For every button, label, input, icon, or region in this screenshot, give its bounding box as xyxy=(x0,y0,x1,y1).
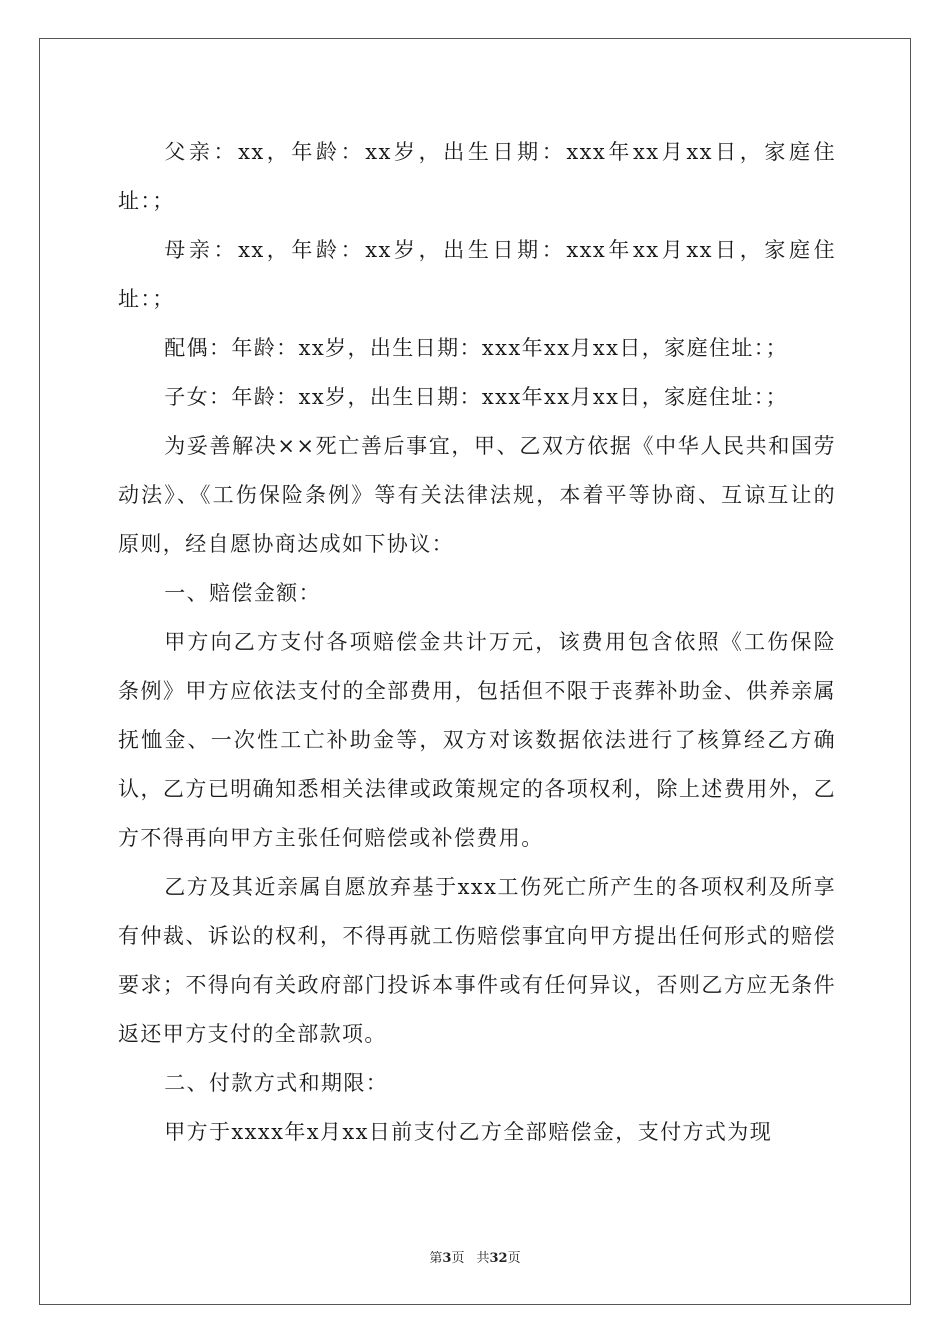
document-body xyxy=(118,128,836,1157)
paragraph-mother: 母亲：xx，年龄：xx岁，出生日期：xxx年xx月xx日，家庭住址：； xyxy=(118,238,836,311)
paragraph-payment-terms: 甲方于xxxx年x月xx日前支付乙方全部赔偿金，支付方式为现 xyxy=(164,1120,773,1144)
paragraph-preamble: 为妥善解决××死亡善后事宜，甲、乙双方依据《中华人民共和国劳动法》、《工伤保险条例》等有关法律法规，本着平等协商、互谅互让的原则，经自愿协商达成如下协议： xyxy=(118,434,836,556)
paragraph-spouse: 配偶：年龄：xx岁，出生日期：xxx年xx月xx日，家庭住址：； xyxy=(164,336,789,360)
page-number: 第3页 xyxy=(429,1251,465,1266)
paragraph-father: 父亲：xx，年龄：xx岁，出生日期：xxx年xx月xx日，家庭住址：； xyxy=(118,140,836,213)
paragraph-waiver: 乙方及其近亲属自愿放弃基于xxx工伤死亡所产生的各项权利及所享有仲裁、诉讼的权利，不得再就工伤赔偿事宜向甲方提出任何形式的赔偿要求；不得向有关政府部门投诉本事件或有任何异议，否则乙方应无条件返还甲方支付的全部款项。 xyxy=(118,875,836,1046)
page-total: 共32页 xyxy=(476,1251,521,1266)
page-footer xyxy=(0,1247,950,1266)
paragraph-children: 子女：年龄：xx岁，出生日期：xxx年xx月xx日，家庭住址：； xyxy=(164,385,789,409)
section-heading-payment: 二、付款方式和期限： xyxy=(164,1071,389,1095)
section-heading-compensation: 一、赔偿金额： xyxy=(164,581,321,605)
paragraph-compensation-amount: 甲方向乙方支付各项赔偿金共计万元，该费用包含依照《工伤保险条例》甲方应依法支付的全部费用，包括但不限于丧葬补助金、供养亲属抚恤金、一次性工亡补助金等，双方对该数据依法进行了核算经乙方确认，乙方已明确知悉相关法律或政策规定的各项权利，除上述费用外，乙方不得再向甲方主张任何赔偿或补偿费用。 xyxy=(118,630,836,850)
